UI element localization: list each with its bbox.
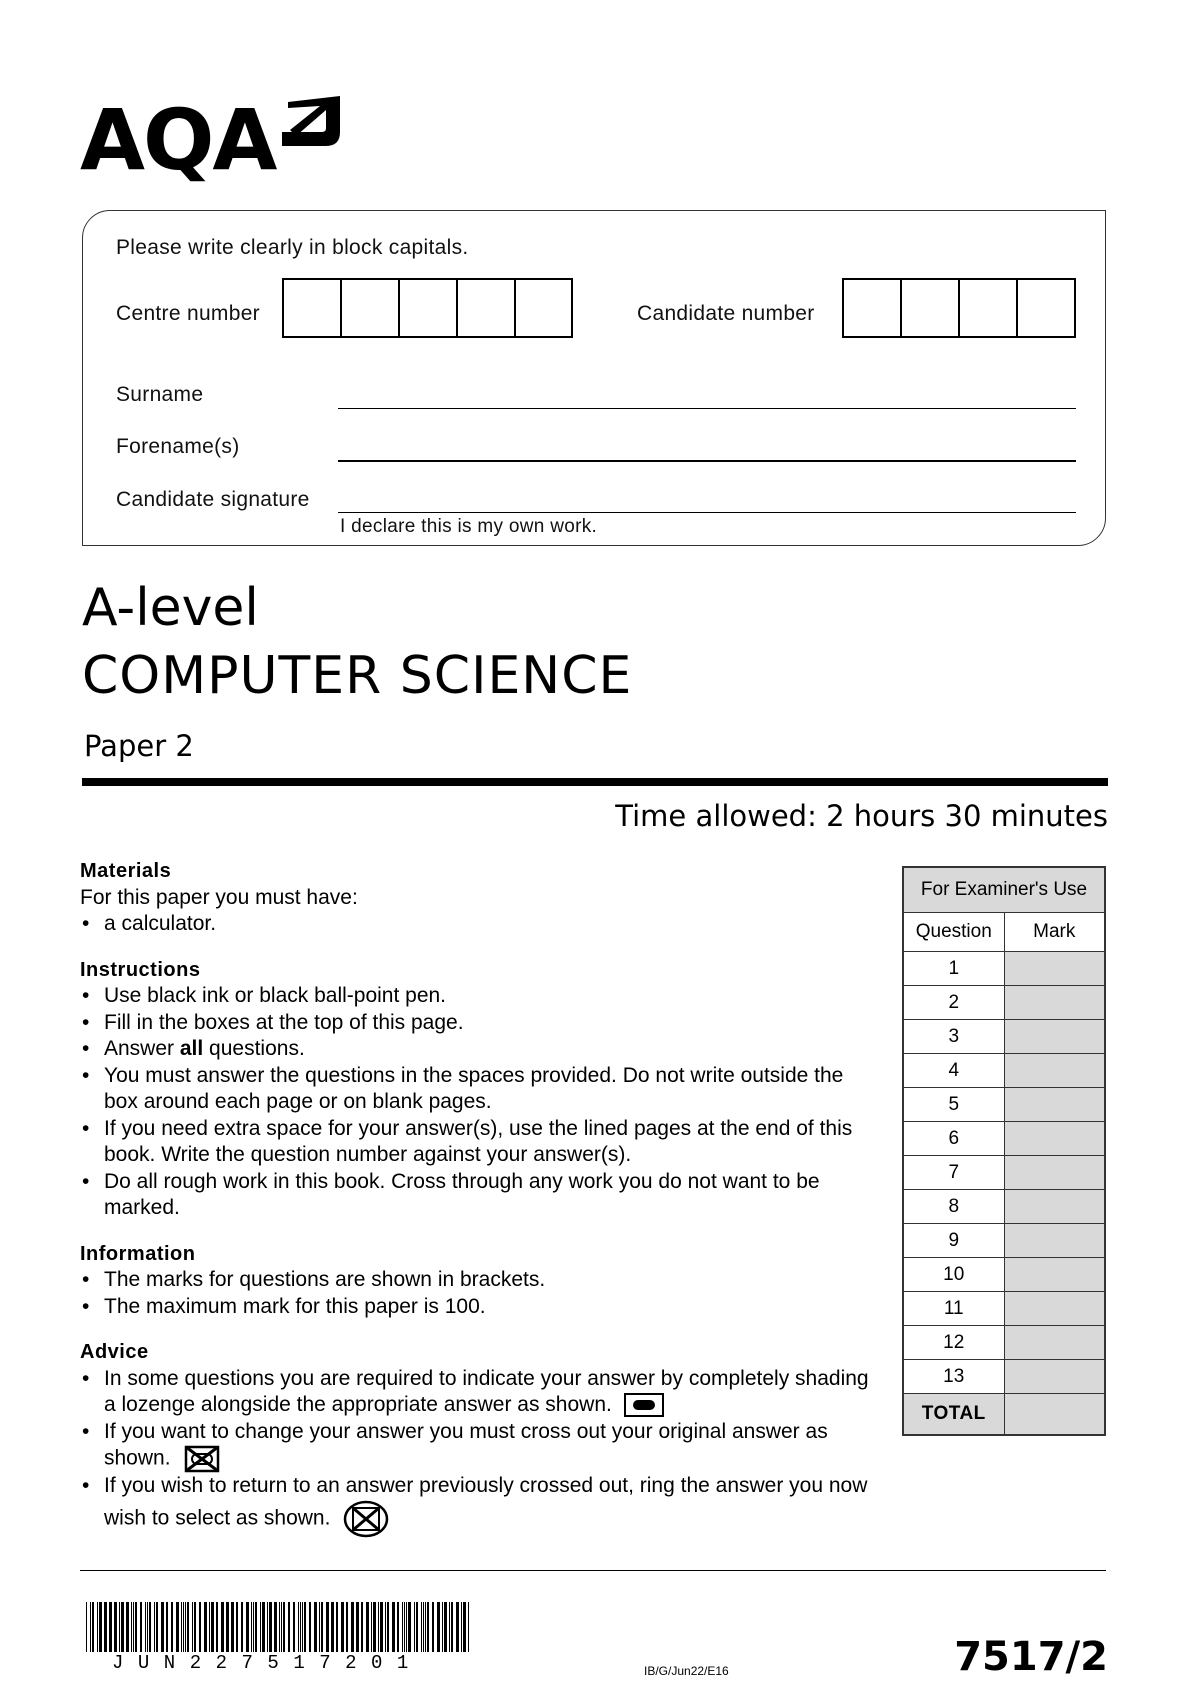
barcode-bar [427, 1602, 429, 1652]
candidate-number-digit[interactable] [844, 280, 902, 336]
forenames-label: Forename(s) [116, 435, 240, 458]
barcode-bar [253, 1602, 254, 1652]
barcode-bar [371, 1602, 372, 1652]
barcode-bar [262, 1602, 265, 1652]
question-number-cell: 11 [903, 1292, 1004, 1326]
barcode-bar [385, 1602, 386, 1652]
barcode-bar [216, 1602, 218, 1652]
barcode-bar [241, 1602, 243, 1652]
centre-number-label: Centre number [116, 302, 260, 325]
instruction-item: • If you need extra space for your answer(s), use the lined pages at the end of this book. Write the question number against your answer(s). [80, 1116, 880, 1169]
barcode-bar [444, 1602, 447, 1652]
information-item: • The marks for questions are shown in brackets. [80, 1267, 880, 1294]
table-row [903, 952, 1105, 986]
total-row [903, 1394, 1105, 1436]
question-number-cell: 1 [903, 952, 1004, 986]
barcode-bar [336, 1602, 338, 1652]
barcode-bar [133, 1602, 134, 1652]
barcode-bar [304, 1602, 306, 1652]
question-number-cell: 3 [903, 1020, 1004, 1054]
logo-text: AQA [80, 91, 276, 189]
mark-cell [1004, 1020, 1105, 1054]
instruction-text: questions. [203, 1037, 305, 1060]
barcode-bar [267, 1602, 268, 1652]
barcode-bar [121, 1602, 124, 1652]
barcode-bar [351, 1602, 354, 1652]
barcode-bar [176, 1602, 179, 1652]
barcode-bar [126, 1602, 129, 1652]
barcode-bar [185, 1602, 186, 1652]
job-code: IB/G/Jun22/E16 [644, 1664, 729, 1678]
barcode-bar [432, 1602, 434, 1652]
barcode-bar [283, 1602, 285, 1652]
barcode-bar [226, 1602, 229, 1652]
table-row [903, 1122, 1105, 1156]
information-item: • The maximum mark for this paper is 100. [80, 1294, 880, 1321]
advice-item [80, 1473, 880, 1538]
mark-cell [1004, 1088, 1105, 1122]
barcode-bar [449, 1602, 450, 1652]
table-row [903, 1360, 1105, 1394]
shaded-lozenge-icon [624, 1393, 664, 1417]
barcode-bar [251, 1602, 252, 1652]
instruction-text: Answer [104, 1037, 180, 1060]
question-number-cell: 5 [903, 1088, 1004, 1122]
block-capitals-instruction: Please write clearly in block capitals. [116, 236, 469, 259]
barcode-number: JUN227517201 [112, 1652, 423, 1674]
barcode-bar [181, 1602, 182, 1652]
barcode-bar [149, 1602, 151, 1652]
barcode-bar [183, 1602, 184, 1652]
mark-cell [1004, 986, 1105, 1020]
barcode-bar [456, 1602, 459, 1652]
total-label: TOTAL [903, 1394, 1004, 1436]
table-row [903, 986, 1105, 1020]
candidate-number-label: Candidate number [637, 302, 815, 325]
footer-divider [80, 1570, 1106, 1571]
barcode-bar [221, 1602, 224, 1652]
barcode-bar [161, 1602, 164, 1652]
declaration-text: I declare this is my own work. [340, 516, 598, 537]
barcode-bar [356, 1602, 359, 1652]
barcode-bar [302, 1602, 303, 1652]
aqa-tick-mark-icon [282, 92, 344, 150]
barcode-bar [442, 1602, 443, 1652]
barcode-bar [166, 1602, 168, 1652]
signature-label: Candidate signature [116, 488, 310, 511]
barcode-bar [387, 1602, 389, 1652]
barcode-bar [423, 1602, 424, 1652]
barcode-bar [321, 1602, 323, 1652]
advice-section [80, 1339, 880, 1538]
barcode-bar [380, 1602, 383, 1652]
mark-cell [1004, 952, 1105, 986]
centre-number-digit[interactable] [284, 280, 342, 336]
barcode-bar [90, 1602, 91, 1652]
barcode-bar [109, 1602, 112, 1652]
advice-item [80, 1419, 880, 1474]
subject-title: COMPUTER SCIENCE [82, 646, 633, 706]
barcode-bar [279, 1602, 280, 1652]
table-row [903, 1020, 1105, 1054]
barcode-bar [421, 1602, 422, 1652]
materials-section [80, 858, 880, 938]
barcode-bar [204, 1602, 207, 1652]
instructions-section [80, 957, 880, 1222]
barcode-bar [314, 1602, 317, 1652]
paper-code: 7517/2 [954, 1634, 1108, 1680]
mark-cell [1004, 1054, 1105, 1088]
barcode-bar [461, 1602, 462, 1652]
barcode-bar [194, 1602, 196, 1652]
barcode-bar [437, 1602, 440, 1652]
barcode-bar [378, 1602, 379, 1652]
table-row [903, 1156, 1105, 1190]
instruction-item: • Use black ink or black ball-point pen. [80, 983, 880, 1010]
advice-text: In some questions you are required to indicate your answer by completely shading a lozenge alongside the appropriate answer as shown. [104, 1366, 869, 1416]
barcode-bar [404, 1602, 405, 1652]
table-row [903, 1326, 1105, 1360]
barcode-bar [231, 1602, 234, 1652]
barcode-bar [156, 1602, 158, 1652]
mark-cell [1004, 1326, 1105, 1360]
barcode-bar [346, 1602, 348, 1652]
table-row [903, 1258, 1105, 1292]
mark-cell [1004, 1156, 1105, 1190]
centre-number-digit[interactable] [400, 280, 458, 336]
question-number-cell: 7 [903, 1156, 1004, 1190]
barcode-bar [392, 1602, 395, 1652]
barcode-bar [260, 1602, 261, 1652]
ringed-lozenge-icon [342, 1500, 390, 1538]
exam-instructions [80, 858, 880, 1557]
materials-item: • a calculator. [80, 911, 880, 938]
information-heading: Information [80, 1242, 196, 1265]
barcode-bar [402, 1602, 403, 1652]
question-number-cell: 13 [903, 1360, 1004, 1394]
barcode-bar [154, 1602, 155, 1652]
barcode-bar [99, 1602, 102, 1652]
barcode-bar [209, 1602, 210, 1652]
barcode-bar [104, 1602, 107, 1652]
advice-text: If you want to change your answer you must cross out your original answer as shown. [104, 1419, 828, 1470]
barcode-bar [326, 1602, 329, 1652]
barcode-bar [281, 1602, 282, 1652]
barcode-bar [468, 1602, 469, 1652]
candidate-number-digit[interactable] [960, 280, 1018, 336]
barcode-bar [171, 1602, 173, 1652]
centre-number-digit[interactable] [516, 280, 571, 336]
barcode-bar [309, 1602, 311, 1652]
barcode-bar [361, 1602, 363, 1652]
signature-line[interactable] [338, 512, 1076, 513]
mark-cell [1004, 1224, 1105, 1258]
barcode-bar [192, 1602, 193, 1652]
surname-line[interactable] [338, 408, 1076, 409]
mark-column-header: Mark [1004, 913, 1105, 952]
barcode-bar [131, 1602, 132, 1652]
information-section [80, 1241, 880, 1321]
barcode-bar [86, 1602, 87, 1652]
question-number-cell: 8 [903, 1190, 1004, 1224]
barcode-bar [406, 1602, 407, 1652]
forenames-line[interactable] [338, 460, 1076, 462]
mark-cell [1004, 1122, 1105, 1156]
barcode-bar [97, 1602, 98, 1652]
barcode-bar [140, 1602, 142, 1652]
barcode-bar [300, 1602, 301, 1652]
barcode-bar [236, 1602, 238, 1652]
barcode-bar [319, 1602, 320, 1652]
candidate-number-digit[interactable] [1018, 280, 1074, 336]
barcode-bar [255, 1602, 257, 1652]
barcode-icon [86, 1602, 472, 1652]
barcode-bar [451, 1602, 453, 1652]
question-number-cell: 9 [903, 1224, 1004, 1258]
candidate-number-boxes[interactable] [842, 278, 1076, 338]
barcode-bar [211, 1602, 214, 1652]
table-row [903, 1190, 1105, 1224]
candidate-number-digit[interactable] [902, 280, 960, 336]
barcode-bar [246, 1602, 249, 1652]
materials-heading: Materials [80, 860, 172, 882]
title-divider [82, 778, 1108, 786]
examiners-use-table [902, 866, 1106, 1436]
time-allowed: Time allowed: 2 hours 30 minutes [615, 799, 1108, 833]
table-row [903, 1224, 1105, 1258]
paper-title: Paper 2 [84, 729, 194, 763]
question-number-cell: 2 [903, 986, 1004, 1020]
barcode-bar [145, 1602, 146, 1652]
barcode-bar [414, 1602, 415, 1652]
mark-cell [1004, 1258, 1105, 1292]
crossed-lozenge-icon [182, 1445, 222, 1473]
question-number-cell: 4 [903, 1054, 1004, 1088]
barcode-bar [288, 1602, 290, 1652]
barcode-bar [114, 1602, 117, 1652]
barcode-bar [366, 1602, 369, 1652]
instructions-heading: Instructions [80, 958, 201, 981]
qualification-level: A-level [82, 578, 259, 638]
barcode-bar [92, 1602, 94, 1652]
instruction-emphasis: all [179, 1037, 204, 1060]
barcode-bar [135, 1602, 137, 1652]
examiners-use-title: For Examiner's Use [903, 867, 1105, 913]
table-row [903, 1292, 1105, 1326]
centre-number-digit[interactable] [342, 280, 400, 336]
barcode-bar [425, 1602, 426, 1652]
barcode-bar [397, 1602, 399, 1652]
advice-heading: Advice [80, 1341, 149, 1363]
barcode-bar [274, 1602, 277, 1652]
barcode-bar [408, 1602, 411, 1652]
barcode-bar [187, 1602, 189, 1652]
question-column-header: Question [903, 913, 1004, 952]
materials-intro: For this paper you must have: [80, 885, 358, 909]
barcode-bar [293, 1602, 295, 1652]
total-mark-cell [1004, 1394, 1105, 1436]
centre-number-boxes[interactable] [282, 278, 573, 338]
surname-label: Surname [116, 383, 204, 406]
barcode-bar [373, 1602, 376, 1652]
barcode-bar [119, 1602, 120, 1652]
table-row [903, 1088, 1105, 1122]
question-number-cell: 12 [903, 1326, 1004, 1360]
aqa-logo [80, 90, 350, 190]
question-number-cell: 6 [903, 1122, 1004, 1156]
barcode-bar [416, 1602, 418, 1652]
advice-item [80, 1366, 880, 1419]
question-number-cell: 10 [903, 1258, 1004, 1292]
table-row [903, 1054, 1105, 1088]
instruction-item: • You must answer the questions in the spaces provided. Do not write outside the box around each page or on blank pages. [80, 1063, 880, 1116]
barcode-bar [199, 1602, 201, 1652]
instruction-item: • Fill in the boxes at the top of this page. [80, 1010, 880, 1037]
mark-cell [1004, 1190, 1105, 1224]
barcode-bar [298, 1602, 299, 1652]
barcode-bar [341, 1602, 344, 1652]
barcode-bar [269, 1602, 272, 1652]
barcode-bar [463, 1602, 466, 1652]
instruction-item [80, 1036, 880, 1063]
barcode-bar [147, 1602, 148, 1652]
advice-text: If you wish to return to an answer previously crossed out, ring the answer you now wish to select as shown. [104, 1474, 868, 1530]
instruction-item: • Do all rough work in this book. Cross through any work you do not want to be marked. [80, 1169, 880, 1222]
mark-cell [1004, 1360, 1105, 1394]
centre-number-digit[interactable] [458, 280, 516, 336]
mark-cell [1004, 1292, 1105, 1326]
barcode-bar [331, 1602, 334, 1652]
